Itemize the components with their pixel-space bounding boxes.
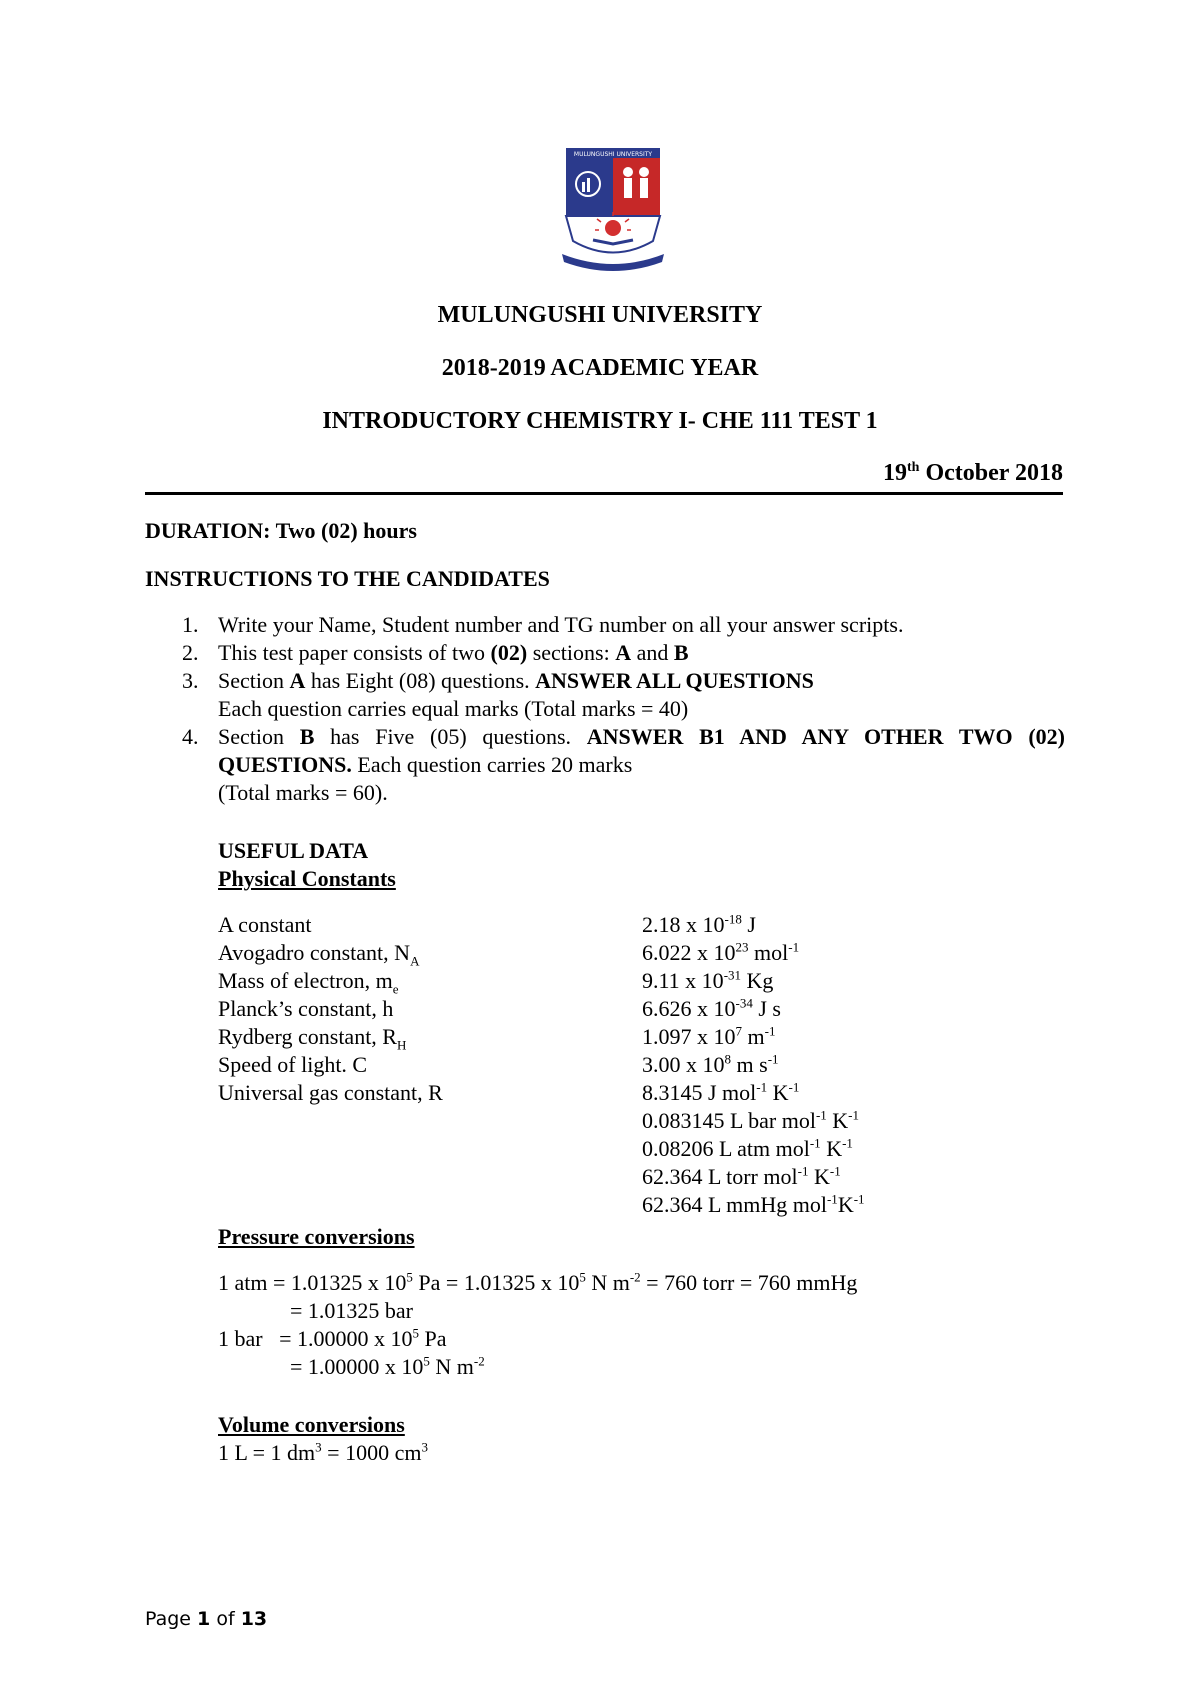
exponent: 5 — [412, 1325, 419, 1341]
constant-unit: K — [767, 1080, 789, 1105]
instruction-text: and — [631, 640, 674, 665]
instruction-bold: (02) — [490, 640, 528, 665]
constant-value-text: 6.626 x 10 — [642, 996, 736, 1021]
instruction-text: Each question carries 20 marks — [351, 752, 633, 777]
pressure-line-4 — [290, 1354, 485, 1380]
exponent: -1 — [797, 1163, 809, 1179]
constant-unit: mol — [748, 940, 789, 965]
logo-banner-text: MULUNGUSHI UNIVERSITY — [573, 151, 653, 158]
constant-unit: K — [808, 1164, 830, 1189]
exponent: 23 — [735, 939, 749, 955]
instruction-item — [145, 667, 1065, 723]
constant-name-text: Planck’s constant, h — [218, 996, 394, 1021]
date-suffix: th — [907, 460, 920, 475]
constant-name-text: Speed of light. C — [218, 1052, 368, 1077]
exponent: -2 — [473, 1353, 485, 1369]
instruction-number: 4. — [182, 724, 199, 749]
instruction-text: Write your Name, Student number and TG number on all your answer scripts. — [218, 612, 904, 637]
exponent: -1 — [853, 1191, 865, 1207]
exponent: -1 — [848, 1107, 860, 1123]
university-crest-logo — [558, 146, 668, 276]
instruction-number: 1. — [182, 612, 199, 637]
constant-value — [642, 1080, 799, 1106]
constant-name-text: Avogadro constant, N — [218, 940, 411, 965]
constant-value — [642, 1052, 779, 1078]
pressure-line-1 — [218, 1270, 857, 1296]
instruction-text: Section — [218, 668, 290, 693]
academic-year: 2018-2019 ACADEMIC YEAR — [441, 355, 759, 381]
pressure-line-3 — [218, 1326, 447, 1352]
constant-unit: J s — [752, 996, 781, 1021]
constant-name-text: Universal gas constant, R — [218, 1080, 443, 1105]
exponent: -1 — [788, 939, 800, 955]
instruction-line: (Total marks = 60). — [218, 780, 388, 805]
constant-value — [642, 1164, 841, 1190]
constant-name-text: Rydberg constant, R — [218, 1024, 397, 1049]
exam-date — [883, 460, 1063, 487]
instruction-bold: ANSWER B1 AND ANY OTHER TWO (02) — [586, 724, 1065, 749]
exponent: 5 — [579, 1269, 586, 1285]
page-total: 13 — [240, 1608, 268, 1630]
course-test-title: INTRODUCTORY CHEMISTRY I- CHE 111 TEST 1 — [322, 408, 878, 434]
pressure-conversions-title: Pressure conversions — [218, 1224, 415, 1249]
instruction-bold: B — [673, 640, 689, 665]
exponent: 5 — [406, 1269, 413, 1285]
constant-row — [218, 1024, 918, 1052]
instruction-bold: QUESTIONS. — [218, 752, 352, 777]
constant-name — [218, 996, 393, 1022]
volume-text: 1 L = 1 dm — [218, 1440, 316, 1465]
pressure-text: Pa = 1.01325 x 10 — [412, 1270, 580, 1295]
exponent: -1 — [788, 1079, 800, 1095]
constant-value-text: 3.00 x 10 — [642, 1052, 725, 1077]
constant-row — [218, 940, 918, 968]
instruction-text: has Five (05) questions. — [314, 724, 587, 749]
instruction-bold: ANSWER ALL QUESTIONS — [535, 668, 814, 693]
constant-name — [218, 1052, 367, 1078]
constant-unit: K — [826, 1108, 849, 1133]
instruction-number: 2. — [182, 640, 199, 665]
pressure-text: = 760 torr = 760 mmHg — [640, 1270, 858, 1295]
pressure-text: N m — [585, 1270, 630, 1295]
pressure-text: Pa — [419, 1326, 447, 1351]
instruction-bold: A — [615, 640, 632, 665]
footer-text: of — [210, 1608, 241, 1630]
constant-name-text: Mass of electron, m — [218, 968, 393, 993]
pressure-text: = 1.00000 x 10 — [290, 1354, 424, 1379]
instruction-number: 3. — [182, 668, 199, 693]
exponent: -1 — [826, 1191, 838, 1207]
constant-row — [218, 1052, 918, 1080]
constant-row — [218, 1192, 918, 1220]
constant-value — [642, 940, 799, 966]
constant-row — [218, 1080, 918, 1108]
constant-value — [642, 996, 781, 1022]
constant-unit: m s — [731, 1052, 768, 1077]
exponent: -1 — [815, 1107, 827, 1123]
instruction-text: Each question carries equal marks (Total marks = 40) — [218, 696, 689, 721]
exponent: -34 — [735, 995, 753, 1011]
instruction-bold: A — [289, 668, 306, 693]
constant-name-subscript: H — [396, 1037, 407, 1053]
constant-row — [218, 1136, 918, 1164]
instruction-text: This test paper consists of two — [218, 640, 491, 665]
instructions-heading: INSTRUCTIONS TO THE CANDIDATES — [145, 566, 550, 591]
useful-data-title: USEFUL DATA — [218, 838, 369, 863]
exponent: -1 — [842, 1135, 853, 1151]
volume-conversions-title: Volume conversions — [218, 1412, 405, 1437]
exponent: -1 — [809, 1135, 821, 1151]
constant-name-subscript: e — [392, 981, 399, 997]
volume-text: = 1000 cm — [321, 1440, 422, 1465]
constant-value-text: 2.18 x 10 — [642, 912, 725, 937]
exponent: 7 — [735, 1023, 742, 1039]
constant-value — [642, 1136, 853, 1162]
instruction-item — [145, 611, 1065, 639]
instruction-text: sections: — [527, 640, 616, 665]
page-footer — [145, 1608, 267, 1630]
duration: DURATION: Two (02) hours — [145, 518, 417, 543]
constant-value-text: 1.097 x 10 — [642, 1024, 736, 1049]
constant-name — [218, 968, 399, 997]
page-number: 1 — [197, 1608, 211, 1630]
exponent: -18 — [724, 911, 742, 927]
constant-row — [218, 912, 918, 940]
instruction-line — [218, 751, 1065, 779]
constant-value — [642, 968, 773, 994]
constant-row — [218, 1164, 918, 1192]
constant-row — [218, 996, 918, 1024]
constant-value — [642, 1108, 859, 1134]
instruction-text: Section — [218, 724, 300, 749]
constant-unit: m — [742, 1024, 765, 1049]
constant-row — [218, 968, 918, 996]
instruction-bold: B — [299, 724, 315, 749]
constant-name-subscript: A — [410, 953, 420, 969]
constant-name — [218, 1080, 443, 1106]
constant-value-text: 8.3145 J mol — [642, 1080, 757, 1105]
constant-name — [218, 940, 420, 969]
exponent: 3 — [421, 1439, 428, 1455]
constant-name-text: A constant — [218, 912, 312, 937]
physical-constants-title: Physical Constants — [218, 866, 396, 891]
constant-value-text: 0.08206 L atm mol — [642, 1136, 810, 1161]
constant-value-text: 9.11 x 10 — [642, 968, 724, 993]
header-divider — [145, 492, 1063, 495]
constant-value-text: 6.022 x 10 — [642, 940, 736, 965]
constant-value — [642, 912, 756, 938]
pressure-text: 1 atm = 1.01325 x 10 — [218, 1270, 407, 1295]
constant-row — [218, 1108, 918, 1136]
constant-unit: K — [820, 1136, 843, 1161]
constant-value-text: 62.364 L torr mol — [642, 1164, 798, 1189]
exponent: 8 — [724, 1051, 731, 1067]
constant-value — [642, 1024, 775, 1050]
constant-value — [642, 1192, 865, 1218]
volume-line — [218, 1440, 428, 1466]
constant-unit: K — [837, 1192, 854, 1217]
instruction-item — [145, 639, 1065, 667]
date-day: 19 — [883, 460, 908, 486]
exponent: -1 — [767, 1051, 779, 1067]
footer-text: Page — [145, 1608, 198, 1630]
constant-value-text: 0.083145 L bar mol — [642, 1108, 816, 1133]
exponent: -1 — [756, 1079, 768, 1095]
instruction-line — [218, 723, 1065, 751]
exponent: -2 — [629, 1269, 641, 1285]
exponent: 3 — [315, 1439, 322, 1455]
exponent: -1 — [829, 1163, 841, 1179]
exponent: -31 — [723, 967, 742, 983]
constant-unit: Kg — [741, 968, 774, 993]
university-name: MULUNGUSHI UNIVERSITY — [437, 302, 763, 328]
constant-unit: J — [741, 912, 756, 937]
instruction-text: has Eight (08) questions. — [305, 668, 536, 693]
constant-name — [218, 912, 312, 938]
exponent: 5 — [423, 1353, 430, 1369]
exponent: -1 — [764, 1023, 776, 1039]
instructions-list — [145, 611, 1065, 807]
constant-name — [218, 1024, 407, 1053]
pressure-text: 1 bar = 1.00000 x 10 — [218, 1326, 413, 1351]
date-rest: October 2018 — [919, 460, 1063, 486]
pressure-text: N m — [429, 1354, 474, 1379]
pressure-line-2: = 1.01325 bar — [290, 1298, 413, 1323]
instruction-item — [145, 723, 1065, 807]
constant-value-text: 62.364 L mmHg mol — [642, 1192, 827, 1217]
